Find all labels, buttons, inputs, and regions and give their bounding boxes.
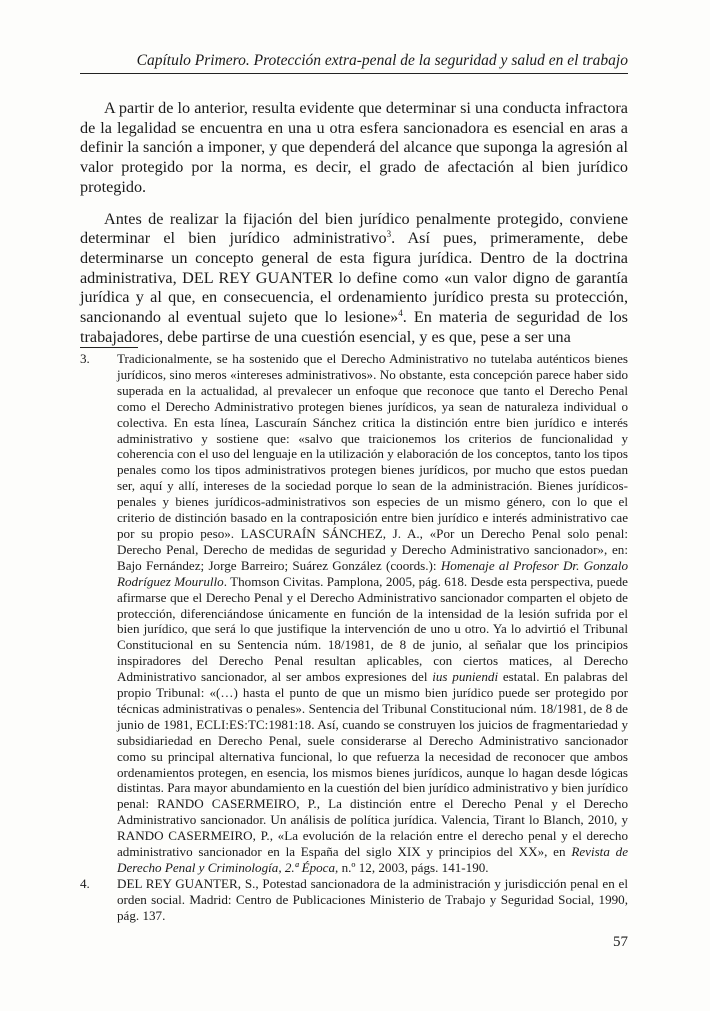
footnote-italic-title: Homenaje al Profesor Dr. Gonzalo Rodríguez Mourullo <box>117 557 629 589</box>
footnote-italic-term: ius puniendi <box>432 669 499 685</box>
footnote-separator <box>80 347 138 348</box>
footnote-text-part: estatal. En palabras del propio Tribunal: «(…) hasta el punto de que un mismo bien jurídico puede ser protegido por técnicas administrativas o penales». Sentencia del Tribunal Constitucional núm. 18/1981, de 8 de junio de 1981, ECLI:ES:TC:1981:18. Así, cuando se construyen los juicios de fragmentariedad y subsidiariedad en Derecho Penal, suele considerarse al Derecho Administrativo sancionador como su principal alternativa funcional, lo que refuerza la necesidad de reconocer que ambos ordenamientos protegen, en esencia, los mismos bienes jurídicos, aunque lo hagan desde lógicas distintas. Para mayor abundamiento en la cuestión del bien jurídico administrativo y bien jurídico penal: RANDO CASERMEIRO, P., La distinción entre el Derecho Penal y el Derecho Administrativo sancionador. Un análisis de política jurídica. Valencia, Tirant lo Blanch, 2010, y RANDO CASERMEIRO, P., «La evolución de la relación entre el derecho penal y el derecho administrativo sancionador en la España del siglo XIX y principios del XX», en <box>117 669 628 860</box>
paragraph-2 <box>80 210 628 348</box>
paragraph-2-part-b: . Así pues, primeramente, debe determinarse un concepto general de esta figura jurídica. Dentro de la doctrina administrativa, DEL REY GUANTER lo define como «un valor digno de garantía jurídica y al que, en consecuencia, el ordenamiento jurídico presta su protección, sancionando al eventual sujeto que lo lesione» <box>80 229 628 327</box>
main-text <box>80 99 628 347</box>
paragraph-1: A partir de lo anterior, resulta evidente que determinar si una conducta infractora de la legalidad se encuentra en una u otra esfera sancionadora es esencial en aras a definir la sanción a imponer, y que dependerá del alcance que suponga la agresión al valor protegido por la norma, es decir, el grado de afectación al bien jurídico protegido. <box>80 99 628 196</box>
footnote-number: 3. <box>80 351 90 366</box>
running-header: Capítulo Primero. Protección extra-penal de la seguridad y salud en el trabajo <box>136 52 628 69</box>
footnote-ref-4: 4 <box>398 308 403 319</box>
footnote-4 <box>80 876 628 924</box>
footnote-text: DEL REY GUANTER, S., Potestad sancionadora de la administración y jurisdicción penal en el orden social. Madrid: Centro de Publicaciones Ministerio de Trabajo y Seguridad Social, 1990, pág. 137. <box>117 875 628 923</box>
page-number: 57 <box>613 934 628 950</box>
paragraph-2-part-c: . En materia de seguridad de los trabajadores, debe partirse de una cuestión esencial, y es que, pese a ser una <box>80 308 628 346</box>
footnote-text-part: . Thomson Civitas. Pamplona, 2005, pág. 618. Desde esta perspectiva, puede afirmarse que el Derecho Penal y el Derecho Administrativo sancionador comparten el objeto de protección, diferenciándose únicamente en función de la intensidad de la lesión sufrida por el bien jurídico, que será lo que justifique la intervención de uno u otro. Ya lo advirtió el Tribunal Constitucional en su Sentencia núm. 18/1981, de 8 de junio, al señalar que los principios inspiradores del Derecho Penal resultan aplicables, con ciertos matices, al Derecho Administrativo sancionador, al ser ambos expresiones del <box>117 573 628 685</box>
footnote-3 <box>80 351 628 876</box>
footnote-text <box>117 351 628 876</box>
footnote-text-part: , n.º 12, 2003, págs. 141-190. <box>335 860 489 875</box>
footnote-number: 4. <box>80 875 90 891</box>
footnote-ref-3: 3 <box>386 229 392 240</box>
paragraph-2-part-a: Antes de realizar la fijación del bien jurídico penalmente protegido, conviene determinar el bien jurídico administrativo <box>80 209 628 248</box>
header-rule <box>80 73 628 74</box>
footnote-italic-journal: Revista de Derecho Penal y Criminología, 2.ª Época <box>117 844 628 875</box>
footnotes <box>80 351 628 924</box>
footnote-text-part: Tradicionalmente, se ha sostenido que el Derecho Administrativo no tutelaba auténticos bienes jurídicos, sino meros «intereses administrativos». No obstante, esta concepción parece haber sido superada en la actualidad, al prevalecer un enfoque que reconoce que tanto el Derecho Penal como el Derecho Administrativo protegen bienes jurídicos, ya sean de naturaleza individual o colectiva. En esta línea, Lascuraín Sánchez critica la distinción entre bien jurídico e interés administrativo y sostiene que: «salvo que traicionemos los criterios de funcionalidad y coherencia con el uso del lenguaje en la utilización y elaboración de los conceptos, tanto los tipos penales como los tipos administrativos protegen bienes jurídicos, por mucho que estos puedan ser, aquí y allí, intereses de la sociedad porque lo sean de la administración. Bienes jurídicos-penales y bienes jurídicos-administrativos son especies de un mismo género, con lo que el criterio de distinción basado en la contraposición entre bien jurídico e interés administrativo cae por su propio peso». LASCURAÍN SÁNCHEZ, J. A., «Por un Derecho Penal solo penal: Derecho Penal, Derecho de medidas de seguridad y Derecho Administrativo sancionador», en: Bajo Fernández; Jorge Barreiro; Suárez González (coords.): <box>117 351 628 573</box>
